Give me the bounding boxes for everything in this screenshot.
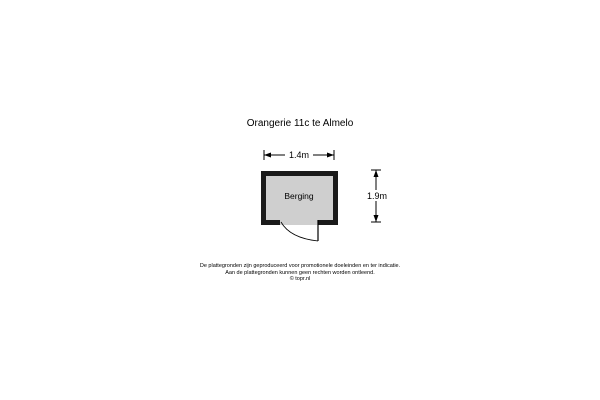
height-dimension xyxy=(364,170,390,222)
height-label: 1.9m xyxy=(366,191,388,201)
disclaimer-line-1: De plattegronden zijn geproduceerd voor promotionele doeleinden en ter indicatie. xyxy=(199,263,401,269)
width-dimension xyxy=(264,149,334,160)
room-berging xyxy=(261,171,338,241)
width-label: 1.4m xyxy=(288,150,310,160)
room-label: Berging xyxy=(284,191,314,201)
page-title: Orangerie 11c te Almelo xyxy=(246,118,354,129)
disclaimer xyxy=(0,263,600,283)
disclaimer-line-2: Aan de plattegronden kunnen geen rechten worden ontleend. xyxy=(225,269,375,276)
disclaimer-line-3: © topr.nl xyxy=(289,276,311,282)
